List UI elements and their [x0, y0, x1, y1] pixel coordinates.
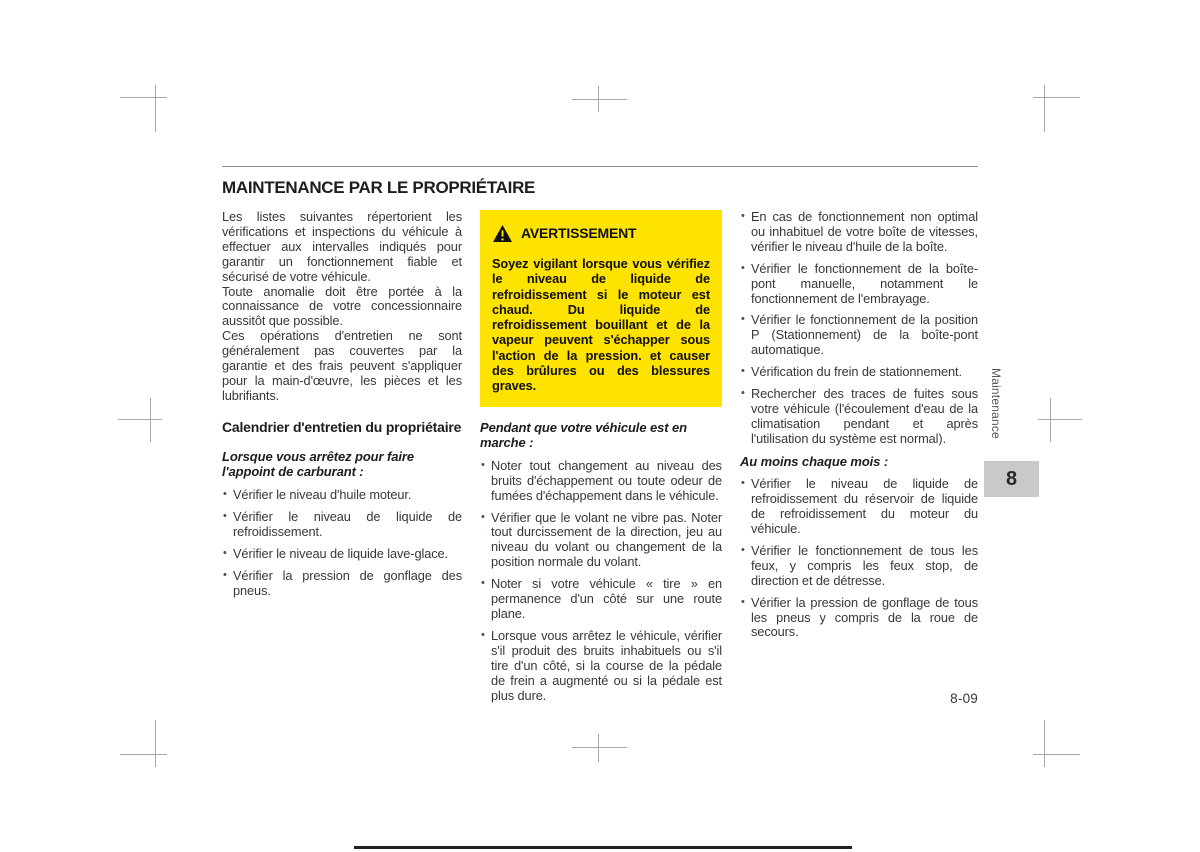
crop-mark-mid-left-h	[118, 419, 162, 420]
warning-title: AVERTISSEMENT	[521, 225, 637, 242]
crop-mark-top-left-h	[120, 97, 167, 98]
crop-mark-bottom-left-v	[155, 720, 156, 767]
list-item	[740, 544, 978, 589]
column-left	[222, 210, 462, 605]
subheading-while-driving: Pendant que votre véhicule est en marche :	[480, 419, 687, 451]
list-item	[740, 262, 978, 307]
list-item	[480, 459, 722, 504]
list-item-text: En cas de fonctionnement non optimal ou inhabituel de votre boîte de vitesses, vérifier le niveau d'huile de la boîte.	[751, 209, 978, 254]
section-heading-owner-schedule: Calendrier d'entretien du propriétaire	[222, 418, 462, 435]
list-item-text: Vérifier la pression de gonflage de tous les pneus y compris de la roue de secours.	[751, 594, 978, 640]
monthly-checklist	[740, 477, 978, 640]
list-item-text: Vérifier le niveau de liquide lave-glace.	[233, 545, 448, 561]
list-item	[222, 488, 462, 503]
list-item	[740, 477, 978, 537]
list-item	[222, 569, 462, 599]
chapter-sidebar-label: Maintenance	[989, 368, 1003, 439]
list-item-text: Noter tout changement au niveau des bruits d'échappement ou toute odeur de fumées d'échappement dans le véhicule.	[491, 457, 722, 503]
list-item-text: Vérifier que le volant ne vibre pas. Noter tout durcissement de la direction, jeu au niveau du volant ou changement de la position normale du volant.	[491, 509, 722, 570]
list-item	[222, 547, 462, 562]
list-item-text: Vérifier le niveau de liquide de refroidissement.	[233, 508, 462, 539]
page-number: 8-09	[950, 691, 978, 706]
list-item-text: Rechercher des traces de fuites sous votre véhicule (l'écoulement d'eau de la climatisation pendant et après l'utilisation du système est normal).	[751, 386, 978, 446]
subheading-fuel-stop: Lorsque vous arrêtez pour faire l'appoint de carburant :	[222, 448, 414, 480]
while-driving-checklist	[480, 459, 722, 704]
fuel-stop-checklist	[222, 488, 462, 598]
column-right	[740, 210, 978, 647]
subheading-monthly: Au moins chaque mois :	[740, 453, 889, 469]
list-item-text: Lorsque vous arrêtez le véhicule, vérifier s'il produit des bruits inhabituels ou s'il tire d'un côté, si la course de la pédale de frein a augmenté ou si la pédale est plus dure.	[491, 627, 722, 703]
page-bottom-edge	[354, 846, 852, 849]
list-item-text: Vérifier la pression de gonflage des pneus.	[233, 567, 462, 598]
crop-mark-bottom-right-v	[1044, 720, 1045, 767]
crop-mark-top-right-h	[1033, 97, 1080, 98]
list-item	[480, 577, 722, 622]
page-title: MAINTENANCE PAR LE PROPRIÉTAIRE	[222, 178, 536, 197]
crop-mark-top-center-h	[572, 99, 627, 100]
crop-mark-bottom-left-h	[120, 754, 167, 755]
intro-paragraph: Les listes suivantes répertorient les vérifications et inspections du véhicule à effectuer aux intervalles indiqués pour garantir un fonctionnement fiable et sécurisé de votre véhicule.	[222, 209, 462, 284]
list-item	[740, 387, 978, 447]
list-item-text: Vérifier le fonctionnement de la boîte-pont manuelle, notamment le fonctionnement de l'embrayage.	[751, 260, 978, 306]
list-item-text: Vérification du frein de stationnement.	[751, 364, 962, 380]
crop-mark-mid-right-h	[1038, 419, 1082, 420]
list-item	[480, 511, 722, 571]
anomaly-paragraph: Toute anomalie doit être portée à la connaissance de votre concessionnaire aussitôt que possible.	[222, 283, 462, 329]
general-checklist	[740, 210, 978, 447]
crop-mark-mid-right-v	[1050, 398, 1051, 442]
crop-mark-bottom-right-h	[1033, 754, 1080, 755]
list-item-text: Vérifier le niveau de liquide de refroidissement du réservoir de liquide de refroidissement du moteur du véhicule.	[751, 476, 978, 536]
crop-mark-bottom-center-h	[572, 747, 627, 748]
warning-triangle-icon	[492, 224, 513, 243]
crop-mark-mid-left-v	[150, 398, 151, 442]
chapter-tab	[984, 461, 1039, 497]
crop-mark-bottom-center-v	[598, 734, 599, 762]
list-item	[480, 629, 722, 704]
list-item	[740, 313, 978, 358]
list-item	[222, 510, 462, 540]
warranty-paragraph: Ces opérations d'entretien ne sont généralement pas couvertes par la garantie et des frais peuvent s'appliquer pour la main-d'œuvre, les pièces et les lubrifiants.	[222, 328, 462, 403]
list-item-text: Noter si votre véhicule « tire » en permanence d'un côté sur une route plane.	[491, 576, 722, 622]
list-item-text: Vérifier le fonctionnement de la position P (Stationnement) de la boîte-pont automatique.	[751, 312, 978, 358]
list-item	[740, 596, 978, 641]
crop-mark-top-left-v	[155, 85, 156, 132]
list-item-text: Vérifier le niveau d'huile moteur.	[233, 486, 412, 502]
warning-box	[480, 210, 722, 407]
list-item	[740, 210, 978, 255]
warning-header	[492, 224, 710, 243]
chapter-number: 8	[1005, 467, 1018, 490]
crop-mark-top-right-v	[1044, 85, 1045, 132]
column-center	[480, 210, 722, 710]
warning-body: Soyez vigilant lorsque vous vérifiez le niveau de liquide de refroidissement si le moteur est chaud. Du liquide de refroidissement bouillant et de la vapeur peuvent s'échapper sous l'action de la pression. et causer des brûlures ou des blessures graves.	[492, 256, 710, 394]
list-item-text: Vérifier le fonctionnement de tous les feux, y compris les feux stop, de direction et de détresse.	[751, 542, 978, 588]
list-item	[740, 365, 978, 380]
header-rule	[222, 166, 978, 167]
